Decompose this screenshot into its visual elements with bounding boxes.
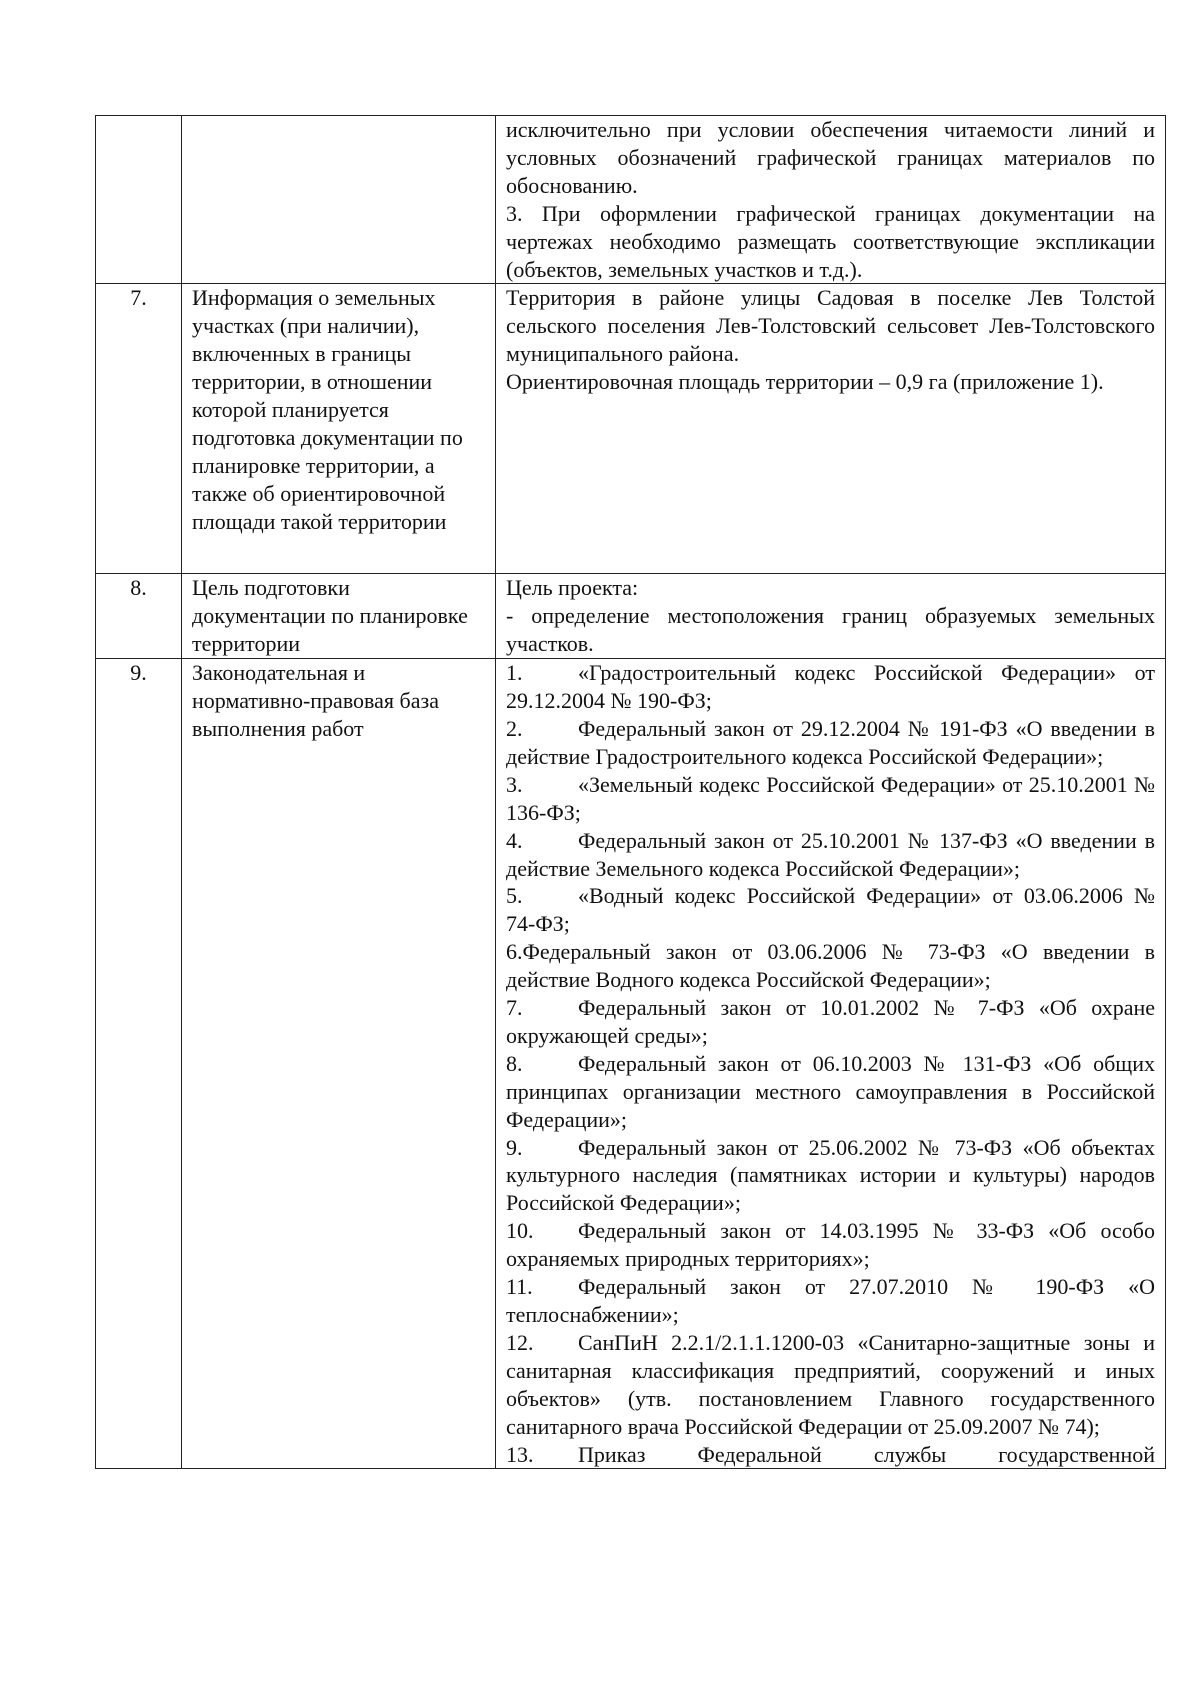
row-7-paragraph-1: Территория в районе улицы Садовая в поселке Лев Толстой сельского поселения Лев-Толстовский сельсовет Лев-Толстовского муниципального района. [506, 285, 1155, 367]
legal-basis-item-text: Приказ Федеральной службы государственной [578, 1441, 1155, 1467]
legal-basis-item-text: Федеральный закон от 29.12.2004 № 191-ФЗ «О введении в действие Градостроительного кодекса Российской Федерации»; [506, 715, 1155, 769]
cell-number-empty [96, 116, 182, 284]
legal-basis-item-number: 12. [506, 1329, 534, 1355]
legal-basis-item [506, 659, 1155, 715]
continuation-paragraph-1: исключительно при условии обеспечения читаемости линий и условных обозначений графической границах материалов по обоснованию. [506, 117, 1155, 198]
legal-basis-item-text: Федеральный закон от 25.06.2002 № 73-ФЗ «Об объектах культурного наследия (памятниках истории и культуры) народов Российской Федерации»; [506, 1134, 1155, 1216]
legal-basis-item [506, 1050, 1155, 1134]
legal-basis-item [506, 994, 1155, 1050]
cell-name-empty [182, 116, 496, 284]
legal-basis-item-text: Федеральный закон от 06.10.2003 № 131-ФЗ «Об общих принципах организации местного самоуправления в Российской Федерации»; [506, 1050, 1155, 1132]
row-7-paragraph-2: Ориентировочная площадь территории – 0,9 га (приложение 1). [506, 369, 1104, 395]
legal-basis-item-number: 9. [506, 1134, 523, 1160]
legal-basis-item [506, 827, 1155, 883]
legal-basis-item-number: 1. [506, 660, 523, 686]
continuation-paragraph-2: 3. При оформлении графической границах документации на чертежах необходимо размещать соответствующие экспликации (объектов, земельных участков и т.д.). [506, 200, 1155, 282]
row-title: Информация о земельных участках (при наличии), включенных в границы территории, в отношении которой планируется подготовка документации по планировке территории, а также об ориентировочной площади такой территории [182, 284, 496, 574]
legal-basis-item-number: 10. [506, 1218, 534, 1244]
legal-basis-item-number: 4. [506, 827, 523, 853]
legal-basis-item-text: Федеральный закон от 03.06.2006 № 73-ФЗ «О введении в действие Водного кодекса Российской Федерации»; [506, 939, 1155, 993]
legal-basis-item-text: Федеральный закон от 10.01.2002 № 7-ФЗ «Об охране окружающей среды»; [506, 995, 1155, 1048]
legal-basis-item [506, 1441, 1155, 1469]
cell-value-continuation [496, 116, 1166, 284]
row-8-paragraph-1: Цель проекта: [506, 575, 639, 601]
row-number: 9. [96, 659, 182, 1469]
legal-basis-item [506, 1217, 1155, 1273]
legal-basis-item-text: «Земельный кодекс Российской Федерации» от 25.10.2001 № 136-ФЗ; [506, 771, 1155, 825]
terms-of-reference-table [95, 115, 1166, 1469]
legal-basis-item [506, 715, 1155, 771]
legal-basis-item-text: «Водный кодекс Российской Федерации» от 03.06.2006 № 74-ФЗ; [506, 883, 1155, 937]
legal-basis-item [506, 938, 1155, 994]
legal-basis-item-number: 8. [506, 1050, 523, 1076]
legal-basis-item-number: 7. [506, 995, 523, 1021]
legal-basis-item-number: 5. [506, 883, 523, 909]
table-row-7 [96, 284, 1166, 574]
table-row-9 [96, 659, 1166, 1469]
row-title: Цель подготовки документации по планировке территории [182, 574, 496, 659]
legal-basis-item [506, 882, 1155, 938]
legal-basis-item-number: 3. [506, 771, 523, 797]
legal-basis-list [506, 659, 1155, 1468]
legal-basis-item-text: Федеральный закон от 25.10.2001 № 137-ФЗ «О введении в действие Земельного кодекса Российской Федерации»; [506, 827, 1155, 881]
legal-basis-item-number: 6. [506, 939, 523, 965]
legal-basis-item-number: 11. [506, 1274, 533, 1300]
row-content [496, 574, 1166, 659]
row-content [496, 284, 1166, 574]
row-number: 8. [96, 574, 182, 659]
row-title: Законодательная и нормативно-правовая база выполнения работ [182, 659, 496, 1469]
table-row-8 [96, 574, 1166, 659]
legal-basis-item-number: 13. [506, 1441, 534, 1467]
legal-basis-item-text: СанПиН 2.2.1/2.1.1.1200-03 «Санитарно-защитные зоны и санитарная классификация предприятий, сооружений и иных объектов» (утв. постановлением Главного государственного санитарного врача Российской Федерации от 25.09.2007 № 74); [506, 1329, 1155, 1439]
legal-basis-item-number: 2. [506, 715, 523, 741]
row-number: 7. [96, 284, 182, 574]
legal-basis-item [506, 1329, 1155, 1441]
legal-basis-item [506, 1134, 1155, 1218]
legal-basis-item [506, 1273, 1155, 1329]
legal-basis-item [506, 771, 1155, 827]
table-row-continuation [96, 116, 1166, 284]
legal-basis-item-text: «Градостроительный кодекс Российской Федерации» от 29.12.2004 № 190-ФЗ; [506, 660, 1155, 714]
legal-basis-item-text: Федеральный закон от 14.03.1995 № 33-ФЗ «Об особо охраняемых природных территориях»; [506, 1218, 1155, 1272]
row-content [496, 659, 1166, 1469]
row-8-paragraph-2: - определение местоположения границ образуемых земельных участков. [506, 603, 1155, 657]
legal-basis-item-text: Федеральный закон от 27.07.2010 № 190-ФЗ «О теплоснабжении»; [506, 1274, 1155, 1327]
